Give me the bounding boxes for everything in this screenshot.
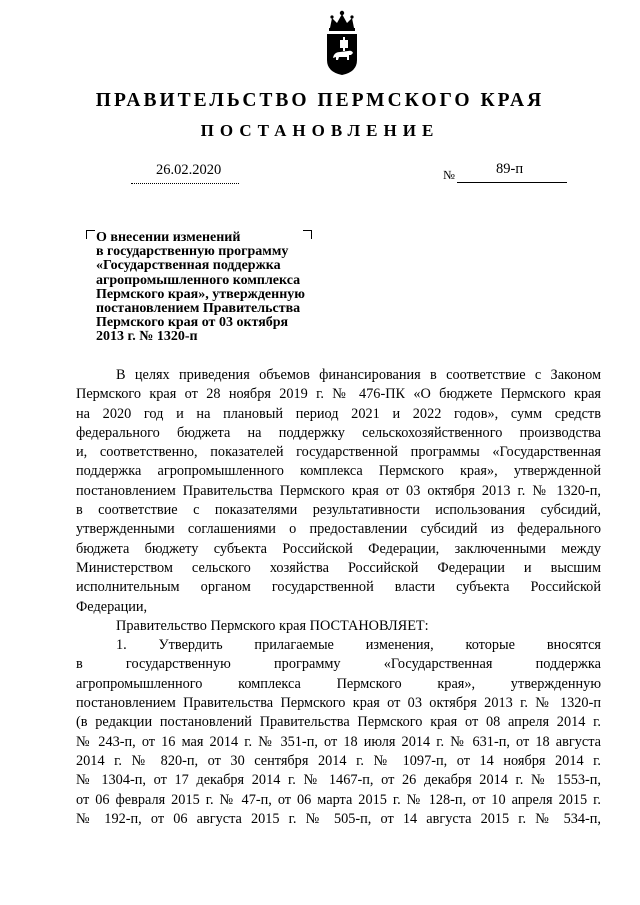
body-line: и, соответственно, показателей государственной программы «Государственная	[76, 444, 601, 461]
body-line: от 06 февраля 2015 г. № 47-п, от 06 марта 2015 г. № 128-п, от 10 апреля 2015 г.	[76, 791, 601, 808]
body-line: на 2020 год и на плановый период 2021 и 2022 годов», сумм средств	[76, 405, 601, 422]
number-sign: №	[443, 168, 455, 182]
body-line: агропромышленного комплекса Пермского края», утвержденную	[76, 675, 601, 692]
date-underline	[131, 183, 239, 184]
body-line: № 243-п, от 16 мая 2014 г. № 351-п, от 18 июля 2014 г. № 631-п, от 18 августа	[76, 733, 601, 750]
subject-line: «Государственная поддержка	[96, 258, 281, 274]
body-line: в государственную программу «Государственная поддержка	[76, 656, 601, 673]
document-subject	[96, 231, 336, 345]
number-underline	[457, 182, 567, 183]
document-date: 26.02.2020	[156, 162, 222, 178]
perm-krai-coat-of-arms-icon	[322, 8, 362, 76]
subject-line: постановлением Правительства	[96, 301, 301, 317]
body-line: № 192-п, от 06 августа 2015 г. № 505-п, от 14 августа 2015 г. № 534-п,	[76, 810, 601, 827]
subject-bracket-left	[86, 230, 95, 239]
document-type: ПОСТАНОВЛЕНИЕ	[200, 121, 440, 140]
body-line: бюджета бюджету субъекта Российской Федерации, заключенными между	[76, 540, 601, 557]
body-line: постановлением Правительства Пермского края от 03 октября 2013 г. № 1320-п,	[76, 482, 601, 499]
body-line: поддержка агропромышленного комплекса Пермского края», утвержденной	[76, 463, 601, 480]
body-line: Правительство Пермского края ПОСТАНОВЛЯЕТ:	[116, 617, 429, 634]
body-line: утвержденными соглашениями о предоставлении субсидий из федерального	[76, 521, 601, 538]
subject-line: Пермского края», утвержденную	[96, 286, 305, 302]
body-line: В целях приведения объемов финансирования в соответствие с Законом	[116, 367, 601, 383]
subject-line: агропромышленного комплекса	[96, 272, 301, 288]
subject-line: О внесении изменений	[96, 230, 241, 245]
body-line: Министерством сельского хозяйства Российской Федерации и высшим	[76, 559, 601, 576]
body-line: исполнительным органом государственной власти субъекта Российской	[76, 579, 601, 596]
body-line: федерального бюджета на поддержку сельскохозяйственного производства	[76, 424, 601, 441]
subject-line: Пермского края от 03 октября	[96, 315, 289, 331]
body-line: Пермского края от 28 ноября 2019 г. № 476-ПК «О бюджете Пермского края	[76, 386, 601, 403]
body-line: 1. Утвердить прилагаемые изменения, которые вносятся	[116, 637, 601, 654]
body-line: постановлением Правительства Пермского края от 03 октября 2013 г. № 1320-п	[76, 695, 601, 712]
document-body	[76, 366, 601, 829]
body-line: в соответствие с показателями результативности использования субсидий,	[76, 502, 601, 519]
subject-line: 2013 г. № 1320-п	[96, 329, 198, 345]
body-line: Федерации,	[76, 598, 148, 615]
document-number: 89-п	[496, 161, 524, 177]
subject-line: в государственную программу	[96, 244, 289, 260]
organization-title: ПРАВИТЕЛЬСТВО ПЕРМСКОГО КРАЯ	[95, 90, 545, 111]
body-line: 2014 г. № 820-п, от 30 сентября 2014 г. № 1097-п, от 14 ноября 2014 г.	[76, 752, 601, 769]
body-line: (в редакции постановлений Правительства Пермского края от 08 апреля 2014 г.	[76, 714, 601, 731]
body-line: № 1304-п, от 17 декабря 2014 г. № 1467-п, от 26 декабря 2014 г. № 1553-п,	[76, 772, 601, 789]
